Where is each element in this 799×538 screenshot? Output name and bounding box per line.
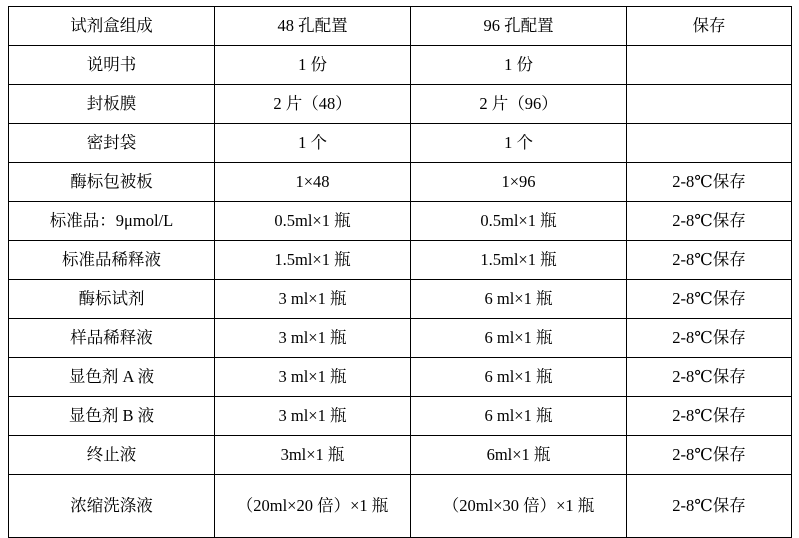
table-cell: 2-8℃保存: [627, 280, 792, 319]
table-cell: 2-8℃保存: [627, 358, 792, 397]
table-cell: 0.5ml×1 瓶: [411, 202, 627, 241]
table-cell: 2-8℃保存: [627, 241, 792, 280]
table-cell-component: 终止液: [9, 436, 215, 475]
table-cell: 3 ml×1 瓶: [215, 280, 411, 319]
table-cell-component: 显色剂 B 液: [9, 397, 215, 436]
table-cell-component: 标准品：9μmol/L: [9, 202, 215, 241]
table-cell-component: 样品稀释液: [9, 319, 215, 358]
kit-composition-table: [8, 6, 792, 538]
table-cell: 1.5ml×1 瓶: [411, 241, 627, 280]
table-row: [9, 319, 792, 358]
table-cell: 2-8℃保存: [627, 436, 792, 475]
table-cell: 1×48: [215, 163, 411, 202]
table-cell: 2-8℃保存: [627, 397, 792, 436]
table-cell: 6 ml×1 瓶: [411, 358, 627, 397]
table-cell: 1 份: [411, 46, 627, 85]
table-header-row: [9, 7, 792, 46]
table-row: [9, 397, 792, 436]
table-cell: 6ml×1 瓶: [411, 436, 627, 475]
table-row: [9, 475, 792, 538]
table-header-cell: 试剂盒组成: [9, 7, 215, 46]
table-cell-component: 标准品稀释液: [9, 241, 215, 280]
table-cell: [627, 46, 792, 85]
table-cell: 1 个: [215, 124, 411, 163]
table-header-cell: 48 孔配置: [215, 7, 411, 46]
table-cell: 3 ml×1 瓶: [215, 358, 411, 397]
table-cell: [627, 85, 792, 124]
table-cell: 2-8℃保存: [627, 475, 792, 538]
table-header-cell: 96 孔配置: [411, 7, 627, 46]
table-row: [9, 358, 792, 397]
table-cell: 6 ml×1 瓶: [411, 397, 627, 436]
table-cell-component: 酶标试剂: [9, 280, 215, 319]
table-cell: 1.5ml×1 瓶: [215, 241, 411, 280]
table-cell: 3ml×1 瓶: [215, 436, 411, 475]
table-cell: 2 片（48）: [215, 85, 411, 124]
table-row: [9, 280, 792, 319]
table-cell-component: 显色剂 A 液: [9, 358, 215, 397]
table-row: [9, 124, 792, 163]
table-cell: 3 ml×1 瓶: [215, 319, 411, 358]
table-cell: 3 ml×1 瓶: [215, 397, 411, 436]
table-cell-component: 说明书: [9, 46, 215, 85]
table-cell: [627, 124, 792, 163]
table-cell: （20ml×20 倍）×1 瓶: [215, 475, 411, 538]
table-cell: （20ml×30 倍）×1 瓶: [411, 475, 627, 538]
table-cell: 2-8℃保存: [627, 163, 792, 202]
table-cell-component: 酶标包被板: [9, 163, 215, 202]
table-cell: 6 ml×1 瓶: [411, 319, 627, 358]
table-row: [9, 241, 792, 280]
table-cell: 1×96: [411, 163, 627, 202]
table-cell-component: 封板膜: [9, 85, 215, 124]
table-cell: 1 个: [411, 124, 627, 163]
table-row: [9, 46, 792, 85]
table-cell: 0.5ml×1 瓶: [215, 202, 411, 241]
table-cell-component: 浓缩洗涤液: [9, 475, 215, 538]
table-row: [9, 202, 792, 241]
table-cell: 6 ml×1 瓶: [411, 280, 627, 319]
table-row: [9, 85, 792, 124]
table-cell: 2-8℃保存: [627, 319, 792, 358]
table-row: [9, 163, 792, 202]
table-row: [9, 436, 792, 475]
table-cell-component: 密封袋: [9, 124, 215, 163]
table-body: [9, 7, 792, 538]
table-cell: 1 份: [215, 46, 411, 85]
table-cell: 2 片（96）: [411, 85, 627, 124]
table-header-cell: 保存: [627, 7, 792, 46]
table-cell: 2-8℃保存: [627, 202, 792, 241]
